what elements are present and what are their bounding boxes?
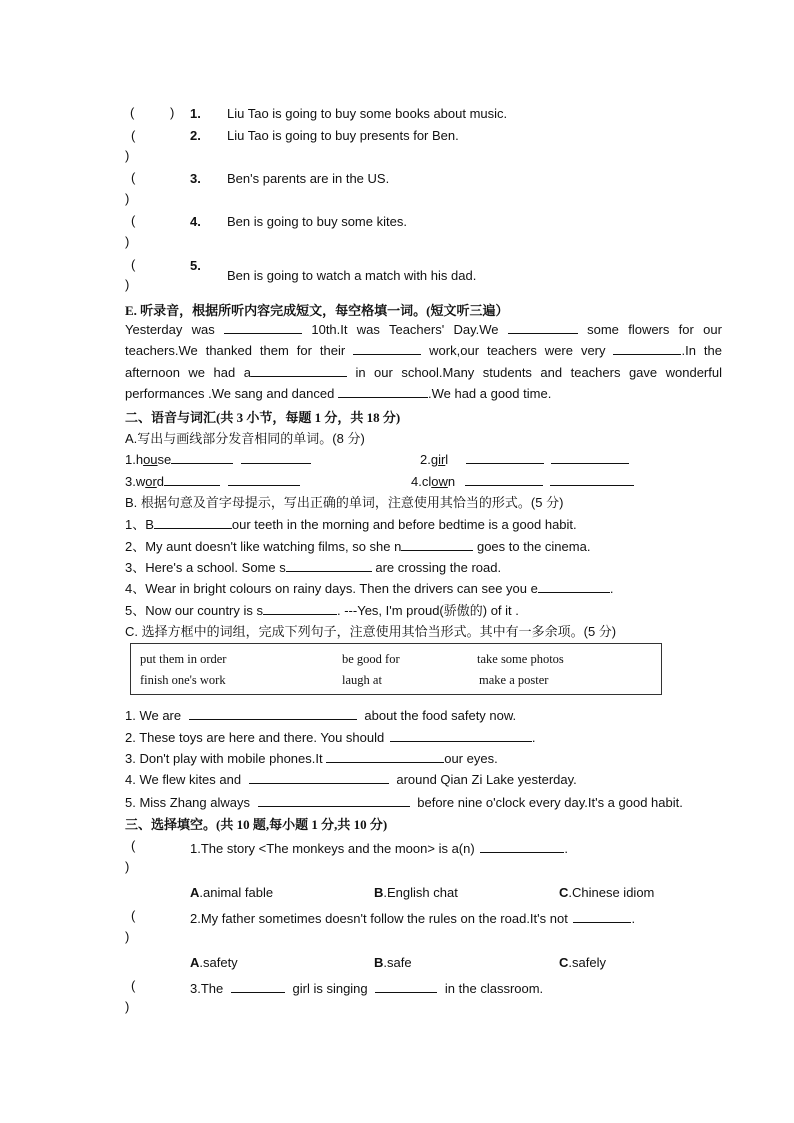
- paren-close: ): [125, 234, 130, 249]
- blank[interactable]: [189, 706, 357, 720]
- blank[interactable]: [164, 472, 220, 486]
- blank[interactable]: [326, 749, 444, 763]
- phrase-option: put them in order: [140, 652, 227, 666]
- part-c-sentence-3: 3. Don't play with mobile phones.It our eyes.: [125, 751, 498, 766]
- mc-question-3: 3.The girl is singing in the classroom.: [190, 981, 544, 996]
- item-text: Ben is going to watch a match with his dad.: [227, 268, 477, 283]
- part-b-title: B. 根据句意及首字母提示，写出正确的单词，注意使用其恰当的形式。(5 分): [125, 495, 564, 510]
- blank[interactable]: [249, 770, 389, 784]
- phrase-option: finish one's work: [140, 673, 226, 687]
- blank[interactable]: [401, 537, 473, 551]
- blank[interactable]: [375, 979, 437, 993]
- item-text: Ben is going to buy some kites.: [227, 214, 407, 229]
- paren-open: (: [130, 105, 135, 120]
- phrase-option: take some photos: [477, 652, 564, 666]
- part-b-sentence-5: 5、Now our country is s . ---Yes, I'm proud(骄傲的) of it .: [125, 603, 519, 618]
- blank[interactable]: [258, 793, 410, 807]
- part-b-sentence-4: 4、Wear in bright colours on rainy days. Then the drivers can see you e .: [125, 581, 614, 596]
- phonics-item-2: 2.girl: [420, 450, 629, 467]
- blank[interactable]: [508, 320, 578, 334]
- mc-option-c[interactable]: C.safely: [559, 955, 606, 970]
- mc-option-a[interactable]: A.safety: [190, 955, 238, 970]
- item-number: 1.: [190, 106, 201, 121]
- paren-close: ): [125, 929, 130, 944]
- part-b-sentence-2: 2、My aunt doesn't like watching films, so she n goes to the cinema.: [125, 539, 591, 554]
- part-b-sentence-3: 3、Here's a school. Some s are crossing the road.: [125, 560, 502, 575]
- mc-option-a[interactable]: A.animal fable: [190, 885, 274, 900]
- blank[interactable]: [154, 515, 232, 529]
- paren-close: ): [125, 277, 130, 292]
- blank[interactable]: [353, 341, 421, 355]
- part-c-sentence-2: 2. These toys are here and there. You should .: [125, 730, 536, 745]
- paren-open: (: [131, 170, 136, 185]
- part-b-sentence-1: 1、B our teeth in the morning and before bedtime is a good habit.: [125, 517, 577, 532]
- blank[interactable]: [228, 472, 300, 486]
- part-c-sentence-1: 1. We are about the food safety now.: [125, 708, 517, 723]
- item-number: 3.: [190, 171, 201, 186]
- paren-open: (: [131, 908, 136, 923]
- part-a-title: A.写出与画线部分发音相同的单词。(8 分): [125, 431, 365, 446]
- blank[interactable]: [480, 839, 564, 853]
- item-text: Ben's parents are in the US.: [227, 171, 390, 186]
- phrase-option: laugh at: [342, 673, 382, 687]
- phonics-item-4: 4.clown: [411, 472, 634, 489]
- paren-open: (: [131, 978, 136, 993]
- blank[interactable]: [241, 450, 311, 464]
- blank[interactable]: [286, 558, 372, 572]
- paren-close: ): [125, 148, 130, 163]
- mc-option-b[interactable]: B.safe: [374, 955, 412, 970]
- item-number: 5.: [190, 258, 201, 273]
- paren-open: (: [131, 213, 136, 228]
- blank[interactable]: [466, 450, 544, 464]
- part-c-title: C. 选择方框中的词组，完成下列句子，注意使用其恰当形式。其中有一多余项。(5 分): [125, 624, 617, 639]
- part-c-sentence-5: 5. Miss Zhang always before nine o'clock every day.It's a good habit.: [125, 795, 683, 810]
- section-e-passage: Yesterday was 10th.It was Teachers' Day.We some flowers for our teachers.We thanked them for their work,our teachers were very .In the afternoon we had a in our school.Many students and teachers gave wonderful performances .We sang and danced .We had a good time.: [125, 322, 722, 401]
- part-c-sentence-4: 4. We flew kites and around Qian Zi Lake yesterday.: [125, 772, 577, 787]
- blank[interactable]: [263, 601, 337, 615]
- paren-close: ): [125, 999, 130, 1014]
- paren-open: (: [131, 257, 136, 272]
- paren-close: ): [170, 105, 175, 120]
- blank[interactable]: [538, 579, 610, 593]
- section-3-title: 三、选择填空。(共 10 题,每小题 1 分,共 10 分): [125, 817, 388, 832]
- blank[interactable]: [573, 909, 631, 923]
- phonics-item-1: 1.house: [125, 450, 311, 467]
- blank[interactable]: [338, 384, 428, 398]
- phonics-item-3: 3.word: [125, 472, 300, 489]
- phrase-option: make a poster: [479, 673, 549, 687]
- phrase-option: be good for: [342, 652, 400, 666]
- phrase-box: [130, 643, 662, 695]
- item-number: 4.: [190, 214, 201, 229]
- paren-close: ): [125, 191, 130, 206]
- mc-option-b[interactable]: B.English chat: [374, 885, 458, 900]
- section-2-title: 二、语音与词汇(共 3 小节，每题 1 分，共 18 分): [125, 410, 401, 425]
- mc-option-c[interactable]: C.Chinese idiom: [559, 885, 655, 900]
- item-number: 2.: [190, 128, 201, 143]
- blank[interactable]: [171, 450, 233, 464]
- blank[interactable]: [390, 728, 532, 742]
- blank[interactable]: [613, 341, 681, 355]
- paren-close: ): [125, 859, 130, 874]
- blank[interactable]: [224, 320, 302, 334]
- blank[interactable]: [551, 450, 629, 464]
- mc-question-2: 2.My father sometimes doesn't follow the rules on the road.It's not .: [190, 911, 636, 926]
- section-e-title: E. 听录音，根据所听内容完成短文，每空格填一词。(短文听三遍）: [125, 303, 509, 318]
- blank[interactable]: [550, 472, 634, 486]
- blank[interactable]: [465, 472, 543, 486]
- mc-question-1: 1.The story <The monkeys and the moon> is a(n) .: [190, 841, 568, 856]
- item-text: Liu Tao is going to buy presents for Ben.: [227, 128, 459, 143]
- paren-open: (: [131, 128, 136, 143]
- item-text: Liu Tao is going to buy some books about music.: [227, 106, 508, 121]
- blank[interactable]: [251, 363, 347, 377]
- paren-open: (: [131, 838, 136, 853]
- blank[interactable]: [231, 979, 285, 993]
